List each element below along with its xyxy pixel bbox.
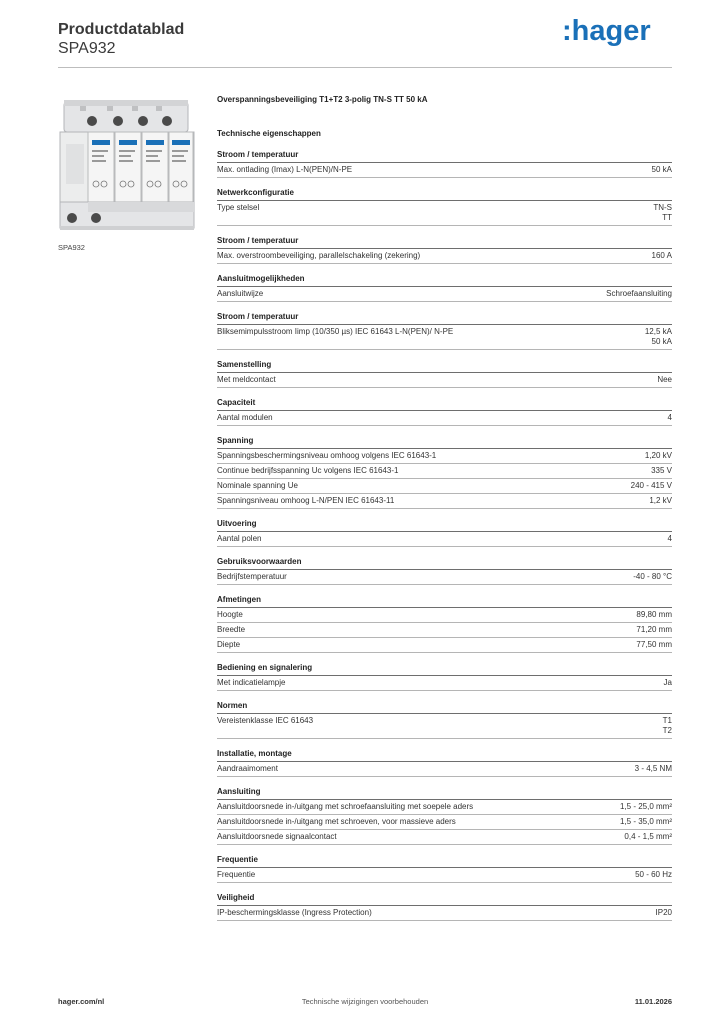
spec-row (217, 532, 672, 547)
spec-group-title: Capaciteit (217, 397, 672, 411)
spec-group-title: Uitvoering (217, 518, 672, 532)
spec-value (636, 640, 672, 650)
spec-group (217, 235, 672, 264)
spec-value (668, 413, 672, 423)
spec-group-title: Normen (217, 700, 672, 714)
spec-row (217, 163, 672, 178)
spec-value-line: IP20 (655, 908, 672, 917)
spec-value (664, 678, 672, 688)
spec-label: IP-beschermingsklasse (Ingress Protection) (217, 908, 372, 917)
spec-label: Frequentie (217, 870, 256, 879)
spec-row (217, 800, 672, 815)
spec-value-line: 1,20 kV (644, 451, 672, 460)
product-code: SPA932 (58, 40, 116, 57)
spec-value (653, 203, 672, 223)
spec-group (217, 892, 672, 921)
spec-value (663, 716, 672, 736)
spec-value (645, 327, 672, 347)
spec-group (217, 854, 672, 883)
spec-group-title: Samenstelling (217, 359, 672, 373)
surge-protector-product-image (58, 92, 202, 236)
spec-value-line: T2 (662, 726, 672, 735)
spec-value-line: 50 kA (651, 337, 672, 346)
spec-groups (217, 149, 672, 921)
spec-group-title: Spanning (217, 435, 672, 449)
spec-value (620, 802, 672, 812)
spec-label: Bedrijfstemperatuur (217, 572, 287, 581)
spec-row (217, 449, 672, 464)
spec-value-line: Schroefaansluiting (606, 289, 672, 298)
spec-value (606, 289, 672, 299)
spec-label: Spanningsbeschermingsniveau omhoog volgens IEC 61643-1 (217, 451, 437, 460)
spec-value-line: 12,5 kA (644, 327, 672, 336)
spec-label: Aansluitdoorsnede in-/uitgang met schroeven, voor massieve aders (217, 817, 456, 826)
spec-label: Aandraaimoment (217, 764, 278, 773)
spec-value-line: 50 - 60 Hz (635, 870, 672, 879)
spec-row (217, 325, 672, 350)
spec-group (217, 397, 672, 426)
spec-label: Hoogte (217, 610, 243, 619)
spec-value (657, 375, 672, 385)
spec-group (217, 187, 672, 226)
spec-value (631, 481, 672, 491)
spec-row (217, 906, 672, 921)
page-title: Productdatablad (58, 21, 185, 38)
spec-group (217, 786, 672, 845)
spec-row (217, 608, 672, 623)
spec-value-line: 89,80 mm (636, 610, 672, 619)
spec-group-title: Gebruiksvoorwaarden (217, 556, 672, 570)
spec-value-line: 3 - 4,5 NM (634, 764, 672, 773)
spec-value-line: 0,4 - 1,5 mm² (624, 832, 672, 841)
spec-label: Met indicatielampje (217, 678, 286, 687)
spec-row (217, 479, 672, 494)
spec-value (635, 870, 672, 880)
spec-row (217, 570, 672, 585)
spec-value-line: 335 V (651, 466, 672, 475)
spec-group-title: Afmetingen (217, 594, 672, 608)
spec-value (652, 251, 672, 261)
spec-row (217, 464, 672, 479)
spec-group (217, 748, 672, 777)
spec-label: Aantal modulen (217, 413, 273, 422)
spec-label: Met meldcontact (217, 375, 276, 384)
spec-value-line: 1,5 - 35,0 mm² (619, 817, 672, 826)
spec-group (217, 662, 672, 691)
spec-label: Aantal polen (217, 534, 262, 543)
spec-group-title: Veiligheid (217, 892, 672, 906)
spec-group (217, 594, 672, 653)
spec-label: Diepte (217, 640, 241, 649)
spec-value-line: 50 kA (651, 165, 672, 174)
spec-value-line: TN-S (653, 203, 672, 212)
spec-group (217, 359, 672, 388)
spec-value-line: -40 - 80 °C (633, 572, 672, 581)
spec-row (217, 373, 672, 388)
spec-value (651, 466, 672, 476)
spec-group-title: Stroom / temperatuur (217, 311, 672, 325)
spec-value-line: TT (662, 213, 672, 222)
spec-row (217, 623, 672, 638)
spec-value-line: 240 - 415 V (630, 481, 672, 490)
spec-row (217, 638, 672, 653)
spec-value-line: 1,5 - 25,0 mm² (619, 802, 672, 811)
spec-label: Continue bedrijfsspanning Uc volgens IEC 61643-1 (217, 466, 399, 475)
spec-group-title: Aansluitmogelijkheden (217, 273, 672, 287)
spec-row (217, 411, 672, 426)
spec-group-title: Frequentie (217, 854, 672, 868)
spec-row (217, 201, 672, 226)
spec-group (217, 518, 672, 547)
spec-group-title: Stroom / temperatuur (217, 235, 672, 249)
spec-row (217, 287, 672, 302)
spec-row (217, 714, 672, 739)
spec-value (636, 610, 672, 620)
spec-row (217, 868, 672, 883)
hager-logo (562, 14, 654, 48)
spec-group-title: Bediening en signalering (217, 662, 672, 676)
spec-value (656, 908, 672, 918)
spec-value (633, 572, 672, 582)
section-heading: Technische eigenschappen (217, 129, 321, 138)
spec-label: Max. ontlading (Imax) L-N(PEN)/N-PE (217, 165, 353, 174)
footer-url: hager.com/nl (58, 997, 105, 1006)
spec-value-line: 4 (667, 413, 672, 422)
spec-label: Nominale spanning Ue (217, 481, 298, 490)
spec-label: Aansluitwijze (217, 289, 264, 298)
spec-value-line: Nee (657, 375, 672, 384)
spec-group-title: Installatie, montage (217, 748, 672, 762)
spec-value (668, 534, 672, 544)
spec-group (217, 435, 672, 509)
spec-group-title: Aansluiting (217, 786, 672, 800)
spec-value (620, 817, 672, 827)
header-divider (58, 67, 672, 68)
spec-label: Aansluitdoorsnede in-/uitgang met schroefaansluiting met soepele aders (217, 802, 474, 811)
spec-value (624, 832, 672, 842)
document-header (58, 20, 184, 58)
spec-value-line: 1,2 kV (649, 496, 672, 505)
logo-text: :hager (562, 15, 651, 47)
footer-date: 11.01.2026 (634, 997, 672, 1006)
spec-group-title: Netwerkconfiguratie (217, 187, 672, 201)
spec-row (217, 676, 672, 691)
spec-value-line: 4 (667, 534, 672, 543)
spec-value (645, 451, 672, 461)
spec-value-line: Ja (663, 678, 672, 687)
spec-label: Bliksemimpulsstroom Iimp (10/350 µs) IEC 61643 L-N(PEN)/ N-PE (217, 327, 454, 336)
spec-row (217, 762, 672, 777)
spec-label: Max. overstroombeveiliging, parallelschakeling (zekering) (217, 251, 421, 260)
spec-value (652, 165, 672, 175)
spec-value (635, 764, 672, 774)
spec-value-line: 71,20 mm (636, 625, 672, 634)
spec-row (217, 494, 672, 509)
spec-group (217, 149, 672, 178)
spec-value (636, 625, 672, 635)
spec-group (217, 556, 672, 585)
spec-label: Type stelsel (217, 203, 260, 212)
product-title: Overspanningsbeveiliging T1+T2 3-polig TN-S TT 50 kA (217, 95, 428, 104)
spec-group (217, 700, 672, 739)
spec-group-title: Stroom / temperatuur (217, 149, 672, 163)
footer-disclaimer: Technische wijzigingen voorbehouden (301, 997, 429, 1006)
spec-label: Vereistenklasse IEC 61643 (217, 716, 314, 725)
spec-group (217, 311, 672, 350)
spec-value-line: T1 (662, 716, 672, 725)
spec-value-line: 77,50 mm (636, 640, 672, 649)
spec-label: Breedte (217, 625, 246, 634)
spec-label: Aansluitdoorsnede signaalcontact (217, 832, 337, 841)
spec-value-line: 160 A (651, 251, 672, 260)
spec-group (217, 273, 672, 302)
spec-label: Spanningsniveau omhoog L-N/PEN IEC 61643-11 (217, 496, 395, 505)
image-caption: SPA932 (58, 243, 85, 252)
spec-row (217, 815, 672, 830)
spec-content (217, 95, 672, 930)
spec-row (217, 830, 672, 845)
spec-value (649, 496, 672, 506)
spec-row (217, 249, 672, 264)
